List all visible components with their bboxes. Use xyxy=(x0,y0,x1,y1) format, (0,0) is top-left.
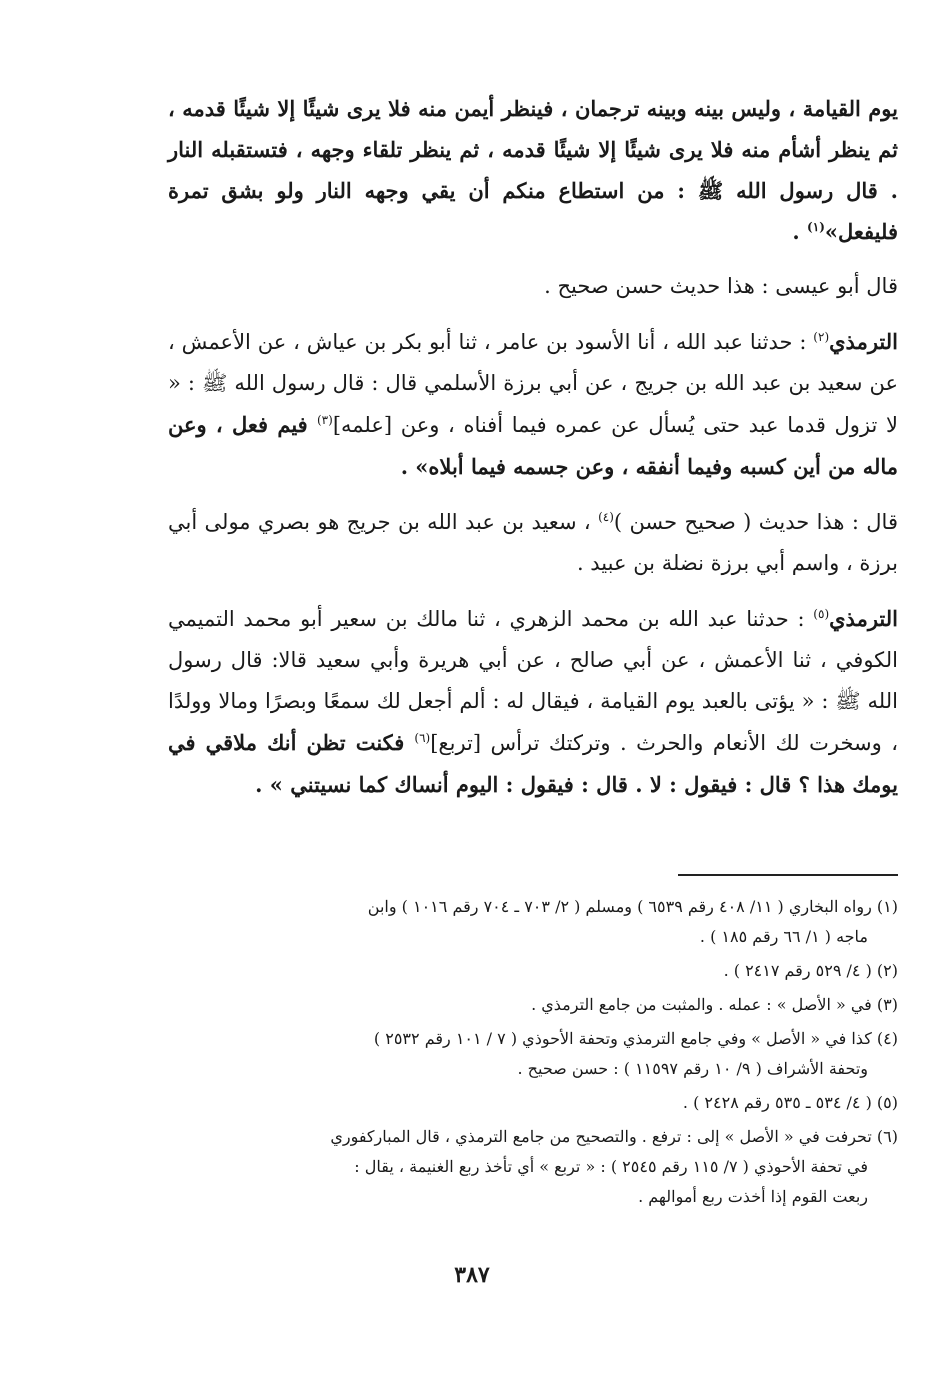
paragraph-hadith-3: الترمذي$^{(٥)}$ : حدثنا عبد الله بن محمد الزهري ، ثنا مالك بن سعير أبو محمد التميمي الكوفي ، ثنا الأعمش ، عن أبي صالح ، عن أبي هريرة وأبي سعيد قالا: قال رسول الله ﷺ : « يؤتى بالعبد يوم القيامة ، فيقال له : ألم أجعل لك سمعًا وبصرًا ومالا وولدًا ، وسخرت لك الأنعام والحرث . وتركتك ترأس [تربع]$^{(٦)}$ فكنت تظن أنك ملاقي في يومك هذا ؟ قال : فيقول : لا . قال : فيقول : اليوم أنساك كما نسيتني » . xyxy=(168,606,898,797)
footnote-ref-2: (٢) xyxy=(813,330,830,344)
footnote-1: (١) رواه البخاري ( ١١/ ٤٠٨ رقم ٦٥٣٩ ) ومسلم ( ٢/ ٧٠٣ ـ ٧٠٤ رقم ١٠١٦ ) وابن ماجه ( ١/ ٦٦ رقم ١٨٥ ) . xyxy=(367,897,898,946)
page-number: ٣٨٧ xyxy=(454,1262,490,1288)
footnote-ref-6: (٦) xyxy=(414,731,431,745)
footnote-2: (٢) ( ٤/ ٥٢٩ رقم ٢٤١٧ ) . xyxy=(723,961,898,980)
paragraph-hadith-2: الترمذي$^{(٢)}$ : حدثنا عبد الله ، أنا الأسود بن عامر ، ثنا أبو بكر بن عياش ، عن الأعمش ، عن سعيد بن عبد الله بن جريج ، عن أبي برزة الأسلمي قال : قال رسول الله ﷺ : « لا تزول قدما عبد حتى يُسأل عن عمره فيما أفناه ، وعن [علمه]$^{(٣)}$ فيم فعل ، وعن ماله من أين كسبه وفيما أنفقه ، وعن جسمه فيما أبلاه» . xyxy=(168,329,898,479)
footnote-6: (٦) تحرفت في « الأصل » إلى : ترفع . والتصحيح من جامع الترمذي ، قال المباركفوري في تحفة الأحوذي ( ٧/ ١١٥ رقم ٢٥٤٥ ) : « تربع » أي تأخذ ربع الغنيمة ، يقال : ربعت القوم إذا أخذت ربع أموالهم . xyxy=(330,1127,898,1206)
footnote-ref-5: (٥) xyxy=(813,607,830,621)
paragraph-grading-2: قال : هذا حديث ( صحيح حسن )$^{(٤)}$ ، سعيد بن عبد الله بن جريج هو بصري مولى أبي برزة ، واسم أبي برزة نضلة بن عبيد . xyxy=(168,510,898,575)
footnotes xyxy=(168,892,898,1216)
main-text xyxy=(168,88,898,814)
footnote-ref-4: (٤) xyxy=(598,510,614,524)
footnote-ref-3: (٣) xyxy=(316,413,333,427)
footnote-divider xyxy=(678,874,898,876)
footnote-ref-1: (١) xyxy=(807,220,825,234)
footnote-5: (٥) ( ٤/ ٥٣٤ ـ ٥٣٥ رقم ٢٤٢٨ ) . xyxy=(682,1093,898,1112)
paragraph-hadith-1: يوم القيامة ، وليس بينه وبينه ترجمان ، فينظر أيمن منه فلا يرى شيئًا إلا شيئًا قدمه ، ثم ينظر أشأم منه فلا يرى شيئًا إلا شيئًا قدمه ، ثم ينظر تلقاء وجهه ، فتستقبله النار . قال رسول الله ﷺ : من استطاع منكم أن يقي وجهه النار ولو بشق تمرة فليفعل»$^{(١)}$ . xyxy=(168,96,898,244)
footnote-3: (٣) في « الأصل » : عمله . والمثبت من جامع الترمذي . xyxy=(531,995,898,1014)
paragraph-grading-1: قال أبو عيسى : هذا حديث حسن صحيح . xyxy=(544,274,898,298)
footnote-4: (٤) كذا في « الأصل » وفي جامع الترمذي وتحفة الأحوذي ( ٧ / ١٠١ رقم ٢٥٣٢ ) وتحفة الأشراف ( ٩/ ١٠ رقم ١١٥٩٧ ) : حسن صحيح . xyxy=(373,1029,898,1078)
